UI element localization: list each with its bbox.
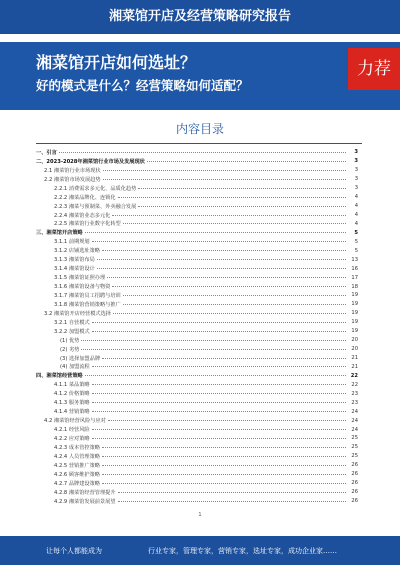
- toc-entry[interactable]: [36, 425, 358, 434]
- toc-entry-text: 四、湘菜馆经营策略: [36, 373, 83, 380]
- toc-entry-text: 一、引言: [36, 149, 57, 156]
- toc-leader-dots: [92, 384, 346, 385]
- toc-leader-dots: [113, 313, 346, 314]
- toc-entry-text: 4.2.3 成本管控策略: [54, 444, 100, 451]
- toc-entry-text: 2.2 湘菜馆市场发展趋势: [44, 176, 101, 183]
- toc-entry[interactable]: [36, 148, 358, 157]
- toc-entry[interactable]: [36, 157, 358, 166]
- toc-entry-page: 3: [354, 149, 358, 156]
- toc-leader-dots: [92, 438, 346, 439]
- toc-entry[interactable]: [36, 237, 358, 246]
- toc-entry[interactable]: [36, 336, 358, 345]
- toc-entry-page: 26: [351, 498, 358, 505]
- toc-entry[interactable]: [36, 255, 358, 264]
- toc-entry-text: 3.1.2 店铺选址策略: [54, 248, 100, 255]
- toc-entry-page: 25: [351, 444, 358, 451]
- toc-leader-dots: [123, 295, 346, 296]
- toc-entry-page: 3: [354, 167, 358, 174]
- toc-leader-dots: [123, 223, 346, 224]
- toc-entry-text: 2.2.4 湘菜馆业态多元化: [54, 212, 111, 219]
- toc-entry-text: 2.2.5 湘菜馆行业数字化转型: [54, 221, 121, 228]
- toc-entry[interactable]: [36, 327, 358, 336]
- toc-entry-page: 19: [351, 301, 358, 308]
- toc-leader-dots: [92, 322, 346, 323]
- toc-heading: 内容目录: [175, 122, 224, 136]
- toc-entry[interactable]: [36, 380, 358, 389]
- toc-leader-dots: [92, 429, 346, 430]
- toc-entry[interactable]: [36, 273, 358, 282]
- toc-entry[interactable]: [36, 470, 358, 479]
- toc-entry[interactable]: [36, 202, 358, 211]
- toc-entry-text: 二、2023-2028年湘菜馆行业市场及发展现状: [36, 158, 145, 165]
- toc-entry-text: (1) 优势: [60, 337, 80, 344]
- toc-entry-page: 4: [354, 203, 358, 210]
- toc-leader-dots: [102, 456, 346, 457]
- toc-entry-page: 23: [351, 390, 358, 397]
- toc-entry-page: 3: [354, 158, 358, 165]
- banner-title: 湘菜馆开店如何选址？: [36, 53, 197, 72]
- toc-entry-page: 18: [351, 283, 358, 290]
- toc-entry-page: 19: [351, 319, 358, 326]
- toc-entry-page: 13: [351, 256, 358, 263]
- toc-entry[interactable]: [36, 407, 358, 416]
- toc-entry-page: 5: [354, 238, 358, 245]
- toc-leader-dots: [92, 366, 346, 367]
- toc-leader-dots: [107, 277, 346, 278]
- toc-entry[interactable]: [36, 389, 358, 398]
- toc-entry-page: 24: [351, 426, 358, 433]
- toc-entry-text: 3.1.7 湘菜馆员工招聘与培训: [54, 292, 121, 299]
- toc-entry-page: 21: [351, 355, 358, 362]
- toc-leader-dots: [123, 304, 346, 305]
- toc-entry[interactable]: [36, 318, 358, 327]
- toc-entry[interactable]: [36, 443, 358, 452]
- toc-entry[interactable]: [36, 264, 358, 273]
- toc-entry-text: 3.2.2 加盟模式: [54, 328, 90, 335]
- toc-entry-text: 4.2.4 人员管理策略: [54, 453, 100, 460]
- toc-leader-dots: [81, 349, 346, 350]
- toc-entry-page: 17: [351, 274, 358, 281]
- recommend-badge: 力荐: [348, 48, 400, 90]
- toc-entry-text: 2.1 湘菜馆行业市场现状: [44, 167, 101, 174]
- toc-entry[interactable]: [36, 166, 358, 175]
- toc-entry-page: 19: [351, 328, 358, 335]
- toc-entry-page: 16: [351, 265, 358, 272]
- toc-leader-dots: [138, 188, 346, 189]
- toc-entry[interactable]: [36, 291, 358, 300]
- toc-entry-page: 5: [354, 247, 358, 254]
- toc-leader-dots: [92, 411, 346, 412]
- toc-entry[interactable]: [36, 175, 358, 184]
- toc-entry-page: 26: [351, 480, 358, 487]
- toc-entry[interactable]: [36, 354, 358, 363]
- toc-leader-dots: [102, 483, 346, 484]
- toc-entry[interactable]: [36, 184, 358, 193]
- toc-entry-page: 26: [351, 489, 358, 496]
- toc-entry-page: 23: [351, 399, 358, 406]
- toc-leader-dots: [92, 241, 346, 242]
- toc-entry-text: (2) 劣势: [60, 346, 80, 353]
- toc-entry-text: (4) 加盟流程: [60, 364, 90, 371]
- toc-leader-dots: [102, 447, 346, 448]
- toc-entry-text: 4.2.8 湘菜馆经营管理提升: [54, 489, 116, 496]
- toc-entry-text: 4.1.3 服务策略: [54, 400, 90, 407]
- toc-leader-dots: [118, 501, 346, 502]
- toc-entry-text: 4.2.1 经营风险: [54, 427, 90, 434]
- banner-subtitle: 好的模式是什么？经营策略如何适配？: [36, 78, 249, 93]
- toc-entry-text: 3.1.8 湘菜馆营销策略与推广: [54, 301, 121, 308]
- toc-leader-dots: [85, 375, 346, 376]
- toc-leader-dots: [59, 152, 346, 153]
- toc-entry-text: 3.2 湘菜馆开店经营模式选择: [44, 310, 111, 317]
- toc-leader-dots: [112, 215, 346, 216]
- toc-entry-page: 20: [351, 337, 358, 344]
- toc-entry-text: (3) 选择加盟品牌: [60, 355, 101, 362]
- toc-entry[interactable]: [36, 300, 358, 309]
- report-header-bar: [0, 0, 400, 34]
- toc-entry-page: 26: [351, 462, 358, 469]
- toc-entry[interactable]: [36, 488, 358, 497]
- toc-leader-dots: [102, 250, 346, 251]
- toc-leader-dots: [102, 358, 346, 359]
- toc-entry[interactable]: [36, 461, 358, 470]
- toc-entry-page: 26: [351, 471, 358, 478]
- toc-entry-page: 25: [351, 453, 358, 460]
- toc-entry-page: 4: [354, 212, 358, 219]
- toc-entry[interactable]: [36, 282, 358, 291]
- toc-entry[interactable]: [36, 479, 358, 488]
- toc-leader-dots: [92, 331, 346, 332]
- toc-entry[interactable]: [36, 246, 358, 255]
- toc-entry-page: 24: [351, 408, 358, 415]
- footer-slogan-right: 行业专家，管理专家，营销专家，选址专家，成功企业家……: [148, 547, 337, 555]
- toc-entry-text: 4.2.5 营销推广策略: [54, 462, 100, 469]
- toc-entry-text: 2.2.2 湘菜品牌化、连锁化: [54, 194, 116, 201]
- toc-entry-page: 19: [351, 310, 358, 317]
- toc-entry[interactable]: [36, 211, 358, 220]
- toc-entry-page: 4: [354, 220, 358, 227]
- toc-leader-dots: [102, 474, 346, 475]
- report-title: 湘菜馆开店及经营策略研究报告: [108, 9, 291, 24]
- toc-entry-page: 4: [354, 194, 358, 201]
- toc-entry[interactable]: [36, 452, 358, 461]
- toc-leader-dots: [108, 420, 346, 421]
- toc-leader-dots: [112, 286, 346, 287]
- toc-entry-text: 4.1.4 营销策略: [54, 409, 90, 416]
- toc-entry-text: 3.1.1 前期规划: [54, 239, 90, 246]
- toc-entry-page: 22: [350, 372, 358, 379]
- toc-entry[interactable]: [36, 228, 358, 237]
- toc-entry[interactable]: [36, 371, 358, 380]
- toc-entry-text: 3.1.6 湘菜馆设备与物资: [54, 284, 111, 291]
- toc-entry[interactable]: [36, 398, 358, 407]
- table-of-contents: [36, 148, 358, 506]
- toc-entry-text: 4.1.2 价格策略: [54, 391, 90, 398]
- toc-entry-text: 3.1.4 湘菜馆设计: [54, 266, 95, 273]
- toc-entry[interactable]: [36, 416, 358, 425]
- toc-entry-page: 20: [351, 346, 358, 353]
- toc-leader-dots: [92, 402, 346, 403]
- toc-entry-text: 4.2.2 应对策略: [54, 435, 90, 442]
- toc-entry-text: 三、湘菜馆开店策略: [36, 230, 83, 237]
- footer-bar: [0, 536, 400, 565]
- toc-entry[interactable]: [36, 497, 358, 506]
- toc-divider: [36, 143, 362, 144]
- toc-entry[interactable]: [36, 363, 358, 372]
- toc-leader-dots: [97, 268, 346, 269]
- toc-entry-text: 4.2.7 品牌建设策略: [54, 480, 100, 487]
- toc-entry-page: 5: [354, 229, 358, 236]
- toc-leader-dots: [81, 340, 346, 341]
- toc-entry-page: 21: [351, 363, 358, 370]
- toc-entry-text: 4.2.6 顾客维护策略: [54, 471, 100, 478]
- cover-banner: [0, 42, 400, 110]
- toc-entry-page: 19: [351, 292, 358, 299]
- toc-entry[interactable]: [36, 220, 358, 229]
- toc-entry[interactable]: [36, 193, 358, 202]
- toc-entry-text: 2.2.3 湘菜与预制菜、外卖融合发展: [54, 203, 137, 210]
- toc-leader-dots: [103, 179, 346, 180]
- toc-leader-dots: [118, 492, 346, 493]
- toc-entry-page: 25: [351, 435, 358, 442]
- toc-entry[interactable]: [36, 309, 358, 318]
- toc-entry[interactable]: [36, 345, 358, 354]
- toc-entry-page: 22: [351, 381, 358, 388]
- toc-entry-text: 3.1.5 湘菜馆证照办理: [54, 275, 106, 282]
- toc-entry-text: 4.1.1 菜品策略: [54, 382, 90, 389]
- toc-leader-dots: [102, 465, 346, 466]
- toc-entry-text: 3.1.3 湘菜馆布局: [54, 257, 95, 264]
- footer-slogan-left: 让每个人都能成为: [46, 547, 102, 555]
- toc-leader-dots: [85, 232, 346, 233]
- toc-entry[interactable]: [36, 434, 358, 443]
- toc-leader-dots: [92, 393, 346, 394]
- toc-entry-page: 3: [354, 185, 358, 192]
- toc-leader-dots: [118, 197, 346, 198]
- toc-entry-text: 2.2.1 消费需求多元化、品质化趋势: [54, 185, 137, 192]
- toc-entry-text: 3.2.1 自营模式: [54, 319, 90, 326]
- toc-entry-text: 4.2.9 湘菜馆发展前景展望: [54, 498, 116, 505]
- toc-entry-page: 24: [351, 417, 358, 424]
- toc-leader-dots: [97, 259, 346, 260]
- toc-entry-page: 3: [354, 176, 358, 183]
- toc-leader-dots: [147, 161, 346, 162]
- toc-leader-dots: [138, 206, 346, 207]
- toc-leader-dots: [103, 170, 346, 171]
- toc-entry-text: 4.2 湘菜馆经营风险与应对: [44, 418, 106, 425]
- page-number: 1: [198, 512, 202, 518]
